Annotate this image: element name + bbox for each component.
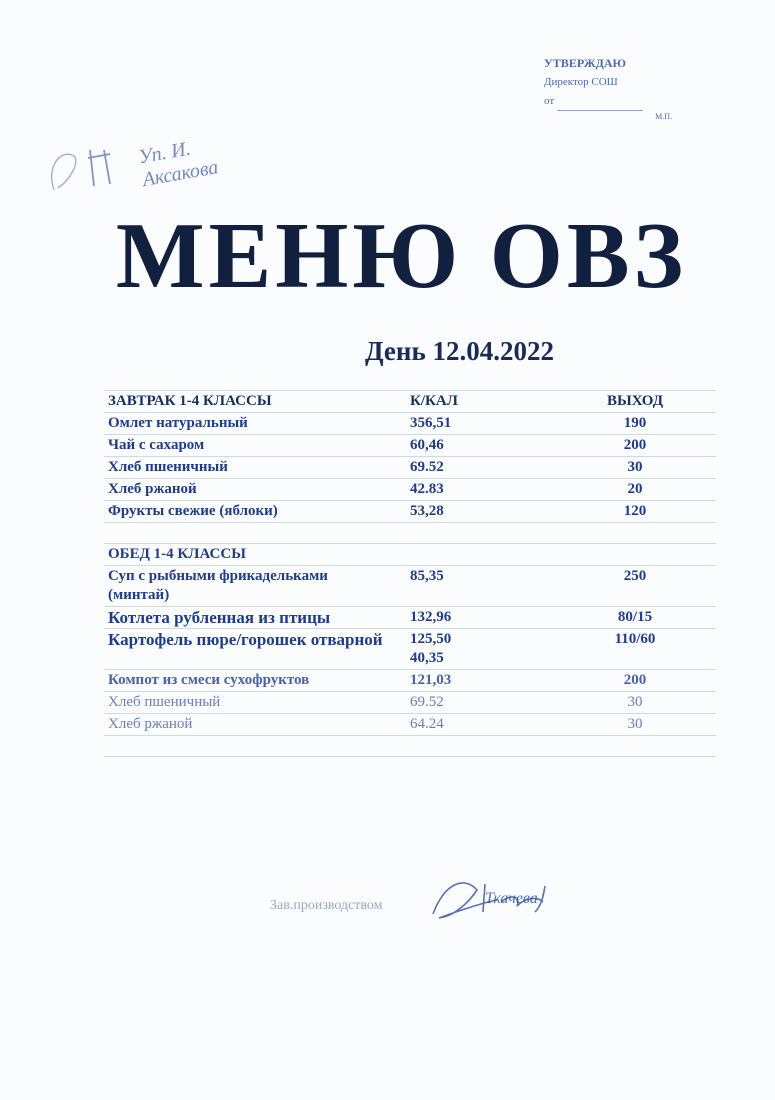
dish-kcal xyxy=(394,629,554,670)
header-output: ВЫХОД xyxy=(554,391,716,413)
signature-text: Ткачева xyxy=(485,890,538,907)
dish-output: 80/15 xyxy=(554,607,716,629)
dish-kcal: 42.83 xyxy=(394,479,554,501)
footer-label: Зав.производством xyxy=(270,898,383,913)
dish-name: Котлета рубленная из птицы xyxy=(104,607,394,629)
approval-from: от xyxy=(544,95,555,107)
table-spacer-row xyxy=(104,736,716,757)
table-row xyxy=(104,457,716,479)
dish-output: 30 xyxy=(554,457,716,479)
table-header-row xyxy=(104,391,716,413)
table-row xyxy=(104,607,716,629)
dish-output: 20 xyxy=(554,479,716,501)
table-row xyxy=(104,501,716,523)
menu-date: День 12.04.2022 xyxy=(365,336,554,366)
dish-name: Фрукты свежие (яблоки) xyxy=(104,501,394,523)
lunch-header-row xyxy=(104,544,716,566)
dish-output: 190 xyxy=(554,413,716,435)
table-spacer-row xyxy=(104,523,716,544)
table-row xyxy=(104,670,716,692)
dish-name: Чай с сахаром xyxy=(104,435,394,457)
table-row xyxy=(104,714,716,736)
table-row xyxy=(104,479,716,501)
approval-from-line xyxy=(544,92,664,111)
dish-name: Компот из смеси сухофруктов xyxy=(104,670,394,692)
approval-block xyxy=(544,54,672,123)
dish-name: Омлет натуральный xyxy=(104,413,394,435)
dish-kcal: 121,03 xyxy=(394,670,554,692)
approval-stamp: М.П. xyxy=(655,112,672,121)
table-row xyxy=(104,413,716,435)
dish-output: 110/60 xyxy=(554,629,716,670)
header-section: ЗАВТРАК 1-4 КЛАССЫ xyxy=(104,391,394,413)
dish-name: Хлеб пшеничный xyxy=(104,692,394,714)
dish-name: Хлеб ржаной xyxy=(104,479,394,501)
dish-name: Картофель пюре/горошек отварной xyxy=(104,629,394,670)
dish-kcal: 356,51 xyxy=(394,413,554,435)
dish-kcal: 69.52 xyxy=(394,692,554,714)
handwritten-note xyxy=(40,128,260,208)
table-row xyxy=(104,629,716,670)
approval-title: УТВЕРЖДАЮ xyxy=(544,56,627,70)
dish-output: 120 xyxy=(554,501,716,523)
dish-output: 30 xyxy=(554,714,716,736)
menu-table xyxy=(104,390,716,757)
dish-name: Суп с рыбными фрикадельками (минтай) xyxy=(104,566,394,607)
approval-position: Директор СОШ xyxy=(544,76,618,88)
page-title: МЕНЮ ОВЗ xyxy=(115,204,688,308)
table-row xyxy=(104,692,716,714)
table-row xyxy=(104,435,716,457)
dish-kcal: 132,96 xyxy=(394,607,554,629)
dish-kcal: 53,28 xyxy=(394,501,554,523)
dish-kcal: 64.24 xyxy=(394,714,554,736)
approval-date-line xyxy=(557,110,643,111)
dish-output: 30 xyxy=(554,692,716,714)
dish-kcal: 69.52 xyxy=(394,457,554,479)
dish-output: 200 xyxy=(554,670,716,692)
dish-kcal-2: 40,35 xyxy=(410,650,444,666)
dish-name: Хлеб пшеничный xyxy=(104,457,394,479)
handwritten-note-text: Уп. И. Аксакова xyxy=(136,137,220,192)
dish-name: Хлеб ржаной xyxy=(104,714,394,736)
dish-output: 200 xyxy=(554,435,716,457)
lunch-section-title: ОБЕД 1-4 КЛАССЫ xyxy=(104,544,394,566)
dish-output: 250 xyxy=(554,566,716,607)
dish-kcal: 85,35 xyxy=(394,566,554,607)
table-row xyxy=(104,566,716,607)
footer-signature xyxy=(425,872,565,932)
header-kcal: К/КАЛ xyxy=(394,391,554,413)
dish-kcal-1: 125,50 xyxy=(410,631,452,647)
dish-kcal: 60,46 xyxy=(394,435,554,457)
